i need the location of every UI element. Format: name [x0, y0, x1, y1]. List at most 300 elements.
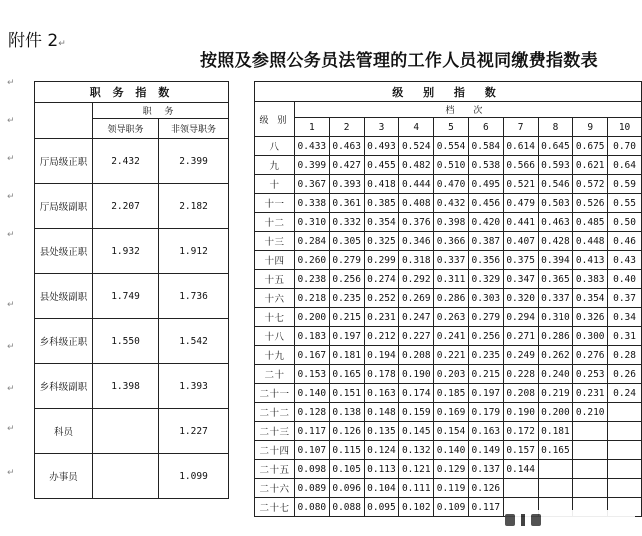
level-index-cell: 0.365 — [538, 270, 573, 289]
paragraph-mark-icon: ↵ — [7, 468, 15, 478]
level-label-cell: 十二 — [255, 213, 295, 232]
level-row — [255, 346, 642, 365]
level-index-cell: 0.197 — [329, 327, 364, 346]
level-index-cell: 0.428 — [538, 232, 573, 251]
rank-cell: 县处级副职 — [35, 274, 93, 319]
level-index-cell: 0.157 — [503, 441, 538, 460]
level-row — [255, 327, 642, 346]
level-index-cell: 0.194 — [364, 346, 399, 365]
col-nonleader-header: 非领导职务 — [159, 119, 229, 139]
level-index-cell: 0.55 — [608, 194, 642, 213]
level-index-cell: 0.149 — [468, 441, 503, 460]
level-index-cell: 0.148 — [364, 403, 399, 422]
level-index-cell — [608, 460, 642, 479]
level-index-cell: 0.448 — [573, 232, 608, 251]
level-index-cell: 0.332 — [329, 213, 364, 232]
level-index-cell: 0.326 — [573, 308, 608, 327]
level-index-cell: 0.493 — [364, 137, 399, 156]
level-index-cell: 0.190 — [399, 365, 434, 384]
watermark-bar-icon — [521, 514, 525, 526]
position-row — [35, 454, 229, 499]
leader-index-cell: 2.432 — [93, 139, 159, 184]
level-index-cell: 0.455 — [364, 156, 399, 175]
level-index-cell: 0.432 — [434, 194, 469, 213]
level-index-cell: 0.269 — [399, 289, 434, 308]
level-label-cell: 九 — [255, 156, 295, 175]
level-index-cell: 0.135 — [364, 422, 399, 441]
level-index-cell: 0.172 — [503, 422, 538, 441]
level-index-cell: 0.263 — [434, 308, 469, 327]
level-row — [255, 441, 642, 460]
level-index-cell: 0.554 — [434, 137, 469, 156]
level-index-cell: 0.294 — [503, 308, 538, 327]
level-row — [255, 194, 642, 213]
level-index-cell: 0.303 — [468, 289, 503, 308]
level-index-cell: 0.089 — [294, 479, 329, 498]
level-row — [255, 289, 642, 308]
level-label-cell: 二十五 — [255, 460, 295, 479]
level-index-cell: 0.104 — [364, 479, 399, 498]
level-index-cell: 0.354 — [573, 289, 608, 308]
level-index-cell: 0.398 — [434, 213, 469, 232]
level-index-cell: 0.420 — [468, 213, 503, 232]
rank-blank-cell — [35, 103, 93, 139]
level-index-cell: 0.376 — [399, 213, 434, 232]
grade-header: 档 次 — [294, 102, 641, 118]
level-index-cell: 0.119 — [434, 479, 469, 498]
level-index-cell: 0.524 — [399, 137, 434, 156]
level-index-cell — [538, 460, 573, 479]
level-row — [255, 308, 642, 327]
level-index-cell: 0.138 — [329, 403, 364, 422]
position-row — [35, 184, 229, 229]
level-index-cell: 0.546 — [538, 175, 573, 194]
position-header-row — [35, 82, 229, 103]
level-index-cell: 0.37 — [608, 289, 642, 308]
position-row — [35, 229, 229, 274]
grade-number-cell: 7 — [503, 118, 538, 137]
level-index-cell: 0.347 — [503, 270, 538, 289]
level-index-cell: 0.169 — [434, 403, 469, 422]
position-subheader-row — [35, 103, 229, 119]
level-index-cell: 0.132 — [399, 441, 434, 460]
level-index-cell: 0.126 — [329, 422, 364, 441]
level-index-cell: 0.407 — [503, 232, 538, 251]
level-index-cell: 0.325 — [364, 232, 399, 251]
position-row — [35, 319, 229, 364]
level-index-cell: 0.621 — [573, 156, 608, 175]
level-index-cell: 0.107 — [294, 441, 329, 460]
level-index-cell: 0.203 — [434, 365, 469, 384]
grade-number-cell: 9 — [573, 118, 608, 137]
level-label-cell: 二十四 — [255, 441, 295, 460]
level-index-cell: 0.163 — [468, 422, 503, 441]
level-index-cell: 0.482 — [399, 156, 434, 175]
level-index-cell: 0.159 — [399, 403, 434, 422]
grade-number-cell: 5 — [434, 118, 469, 137]
level-index-cell: 0.256 — [468, 327, 503, 346]
level-index-cell: 0.521 — [503, 175, 538, 194]
level-index-cell: 0.129 — [434, 460, 469, 479]
level-index-cell: 0.181 — [538, 422, 573, 441]
level-index-cell: 0.356 — [468, 251, 503, 270]
level-index-cell: 0.367 — [294, 175, 329, 194]
level-index-cell: 0.221 — [434, 346, 469, 365]
level-label-cell: 二十二 — [255, 403, 295, 422]
attachment-label: 附件 2↵ — [8, 31, 66, 51]
level-label-cell: 十四 — [255, 251, 295, 270]
level-row — [255, 232, 642, 251]
level-index-cell: 0.197 — [468, 384, 503, 403]
level-index-cell: 0.276 — [573, 346, 608, 365]
level-index-cell: 0.310 — [538, 308, 573, 327]
rank-cell: 厅局级正职 — [35, 139, 93, 184]
level-label-cell: 十六 — [255, 289, 295, 308]
level-index-cell: 0.441 — [503, 213, 538, 232]
level-index-cell: 0.510 — [434, 156, 469, 175]
position-row — [35, 274, 229, 319]
grade-number-cell: 2 — [329, 118, 364, 137]
level-index-cell: 0.154 — [434, 422, 469, 441]
level-index-cell: 0.145 — [399, 422, 434, 441]
level-index-cell: 0.137 — [468, 460, 503, 479]
level-index-cell: 0.181 — [329, 346, 364, 365]
level-index-cell: 0.26 — [608, 365, 642, 384]
grade-number-cell: 8 — [538, 118, 573, 137]
level-index-cell: 0.128 — [294, 403, 329, 422]
level-index-cell: 0.218 — [294, 289, 329, 308]
level-index-cell: 0.208 — [399, 346, 434, 365]
level-row — [255, 251, 642, 270]
position-row — [35, 409, 229, 454]
level-index-cell: 0.215 — [329, 308, 364, 327]
level-index-cell: 0.470 — [434, 175, 469, 194]
position-header: 职 务 指 数 — [35, 82, 229, 103]
level-index-cell: 0.088 — [329, 498, 364, 517]
level-label-cell: 二十六 — [255, 479, 295, 498]
level-index-cell: 0.346 — [399, 232, 434, 251]
document-title: 按照及参照公务员法管理的工作人员视同缴费指数表 — [200, 51, 598, 71]
leader-index-cell — [93, 409, 159, 454]
level-row — [255, 156, 642, 175]
level-index-cell: 0.098 — [294, 460, 329, 479]
level-row — [255, 479, 642, 498]
level-index-cell: 0.43 — [608, 251, 642, 270]
level-row — [255, 460, 642, 479]
level-index-cell: 0.399 — [294, 156, 329, 175]
nonleader-index-cell: 1.912 — [159, 229, 229, 274]
level-label-cell: 二十一 — [255, 384, 295, 403]
level-label-cell: 二十三 — [255, 422, 295, 441]
level-index-cell — [608, 479, 642, 498]
level-index-cell: 0.463 — [538, 213, 573, 232]
level-index-cell: 0.185 — [434, 384, 469, 403]
level-index-cell: 0.318 — [399, 251, 434, 270]
level-index-cell: 0.178 — [364, 365, 399, 384]
level-index-cell: 0.338 — [294, 194, 329, 213]
level-index-cell: 0.495 — [468, 175, 503, 194]
level-index-cell: 0.28 — [608, 346, 642, 365]
level-index-cell: 0.212 — [364, 327, 399, 346]
level-row — [255, 213, 642, 232]
nonleader-index-cell: 1.227 — [159, 409, 229, 454]
grade-number-cell: 1 — [294, 118, 329, 137]
level-index-cell: 0.095 — [364, 498, 399, 517]
level-index-cell: 0.485 — [573, 213, 608, 232]
paragraph-mark-icon: ↵ — [7, 154, 15, 164]
level-index-cell: 0.163 — [364, 384, 399, 403]
level-index-cell: 0.279 — [329, 251, 364, 270]
paragraph-mark-icon: ↵ — [7, 384, 15, 394]
grade-header-row — [255, 102, 642, 118]
level-header: 级 别 指 数 — [255, 82, 642, 102]
level-index-cell: 0.144 — [503, 460, 538, 479]
level-label-cell: 八 — [255, 137, 295, 156]
level-index-cell: 0.231 — [364, 308, 399, 327]
level-index-cell: 0.126 — [468, 479, 503, 498]
return-mark-icon: ↵ — [58, 39, 66, 49]
level-index-cell: 0.375 — [503, 251, 538, 270]
col-leader-header: 领导职务 — [93, 119, 159, 139]
level-index-cell: 0.113 — [364, 460, 399, 479]
level-index-cell: 0.256 — [329, 270, 364, 289]
level-index-cell: 0.572 — [573, 175, 608, 194]
level-row — [255, 270, 642, 289]
level-index-cell: 0.167 — [294, 346, 329, 365]
level-index-cell: 0.165 — [538, 441, 573, 460]
leader-index-cell: 1.550 — [93, 319, 159, 364]
level-index-cell: 0.46 — [608, 232, 642, 251]
level-index-cell: 0.115 — [329, 441, 364, 460]
level-index-cell: 0.479 — [503, 194, 538, 213]
rank-cell: 办事员 — [35, 454, 93, 499]
level-index-cell: 0.427 — [329, 156, 364, 175]
level-index-cell: 0.165 — [329, 365, 364, 384]
level-index-cell: 0.249 — [503, 346, 538, 365]
level-label-cell: 二十 — [255, 365, 295, 384]
level-index-cell: 0.310 — [294, 213, 329, 232]
watermark — [505, 510, 635, 530]
grade-number-cell: 3 — [364, 118, 399, 137]
level-index-cell: 0.241 — [434, 327, 469, 346]
level-index-cell: 0.286 — [434, 289, 469, 308]
rank-cell: 科员 — [35, 409, 93, 454]
leader-index-cell: 1.749 — [93, 274, 159, 319]
level-row — [255, 175, 642, 194]
level-label-cell: 十七 — [255, 308, 295, 327]
level-index-cell: 0.140 — [434, 441, 469, 460]
level-index-cell: 0.24 — [608, 384, 642, 403]
nonleader-index-cell: 2.399 — [159, 139, 229, 184]
level-index-cell: 0.284 — [294, 232, 329, 251]
leader-index-cell — [93, 454, 159, 499]
level-index-cell: 0.64 — [608, 156, 642, 175]
level-index-cell: 0.174 — [399, 384, 434, 403]
paragraph-mark-icon: ↵ — [7, 116, 15, 126]
level-index-cell: 0.645 — [538, 137, 573, 156]
level-index-cell: 0.286 — [538, 327, 573, 346]
level-index-cell: 0.354 — [364, 213, 399, 232]
position-row — [35, 139, 229, 184]
level-header-row — [255, 82, 642, 102]
level-index-cell: 0.183 — [294, 327, 329, 346]
level-label-cell: 十一 — [255, 194, 295, 213]
level-index-cell: 0.50 — [608, 213, 642, 232]
level-index-cell — [608, 422, 642, 441]
level-index-cell: 0.219 — [538, 384, 573, 403]
level-row — [255, 422, 642, 441]
level-row — [255, 137, 642, 156]
level-index-cell: 0.614 — [503, 137, 538, 156]
level-index-cell: 0.111 — [399, 479, 434, 498]
level-index-cell: 0.151 — [329, 384, 364, 403]
level-index-cell: 0.305 — [329, 232, 364, 251]
level-index-cell: 0.444 — [399, 175, 434, 194]
level-index-cell: 0.593 — [538, 156, 573, 175]
level-index-cell: 0.105 — [329, 460, 364, 479]
level-label-cell: 二十七 — [255, 498, 295, 517]
level-index-cell: 0.675 — [573, 137, 608, 156]
grade-number-cell: 10 — [608, 118, 642, 137]
paragraph-mark-icon: ↵ — [7, 230, 15, 240]
position-row — [35, 364, 229, 409]
level-row — [255, 384, 642, 403]
level-index-cell: 0.413 — [573, 251, 608, 270]
level-index-cell: 0.200 — [538, 403, 573, 422]
level-index-cell: 0.337 — [538, 289, 573, 308]
level-index-cell: 0.240 — [538, 365, 573, 384]
level-index-cell — [538, 479, 573, 498]
paragraph-mark-icon: ↵ — [7, 192, 15, 202]
level-index-cell: 0.385 — [364, 194, 399, 213]
level-index-cell: 0.418 — [364, 175, 399, 194]
rank-cell: 乡科级正职 — [35, 319, 93, 364]
level-index-cell: 0.200 — [294, 308, 329, 327]
level-index-cell: 0.140 — [294, 384, 329, 403]
level-index-cell: 0.124 — [364, 441, 399, 460]
paragraph-mark-icon: ↵ — [7, 342, 15, 352]
grade-numbers-row — [255, 118, 642, 137]
level-index-cell: 0.433 — [294, 137, 329, 156]
level-index-cell: 0.584 — [468, 137, 503, 156]
level-label-cell: 十九 — [255, 346, 295, 365]
level-index-cell: 0.190 — [503, 403, 538, 422]
level-index-cell: 0.080 — [294, 498, 329, 517]
level-index-table — [254, 81, 642, 517]
level-index-cell — [573, 479, 608, 498]
level-index-cell: 0.366 — [434, 232, 469, 251]
level-index-cell: 0.279 — [468, 308, 503, 327]
level-index-cell: 0.393 — [329, 175, 364, 194]
level-index-cell: 0.70 — [608, 137, 642, 156]
level-label-cell: 十三 — [255, 232, 295, 251]
grade-number-cell: 4 — [399, 118, 434, 137]
level-index-cell: 0.117 — [294, 422, 329, 441]
level-label-cell: 十八 — [255, 327, 295, 346]
level-label-cell: 十 — [255, 175, 295, 194]
level-index-cell: 0.228 — [503, 365, 538, 384]
level-index-cell: 0.538 — [468, 156, 503, 175]
level-index-cell: 0.34 — [608, 308, 642, 327]
level-corner-label: 级 别 — [255, 102, 295, 137]
nonleader-index-cell: 1.099 — [159, 454, 229, 499]
level-index-cell: 0.096 — [329, 479, 364, 498]
position-subheader: 职 务 — [93, 103, 229, 119]
level-index-cell: 0.59 — [608, 175, 642, 194]
level-index-cell: 0.231 — [573, 384, 608, 403]
level-index-cell: 0.566 — [503, 156, 538, 175]
level-index-cell: 0.227 — [399, 327, 434, 346]
level-index-cell: 0.408 — [399, 194, 434, 213]
level-index-cell — [608, 441, 642, 460]
level-index-cell: 0.153 — [294, 365, 329, 384]
level-index-cell: 0.271 — [503, 327, 538, 346]
leader-index-cell: 1.932 — [93, 229, 159, 274]
level-index-cell: 0.300 — [573, 327, 608, 346]
grade-number-cell: 6 — [468, 118, 503, 137]
level-index-cell: 0.262 — [538, 346, 573, 365]
nonleader-index-cell: 1.736 — [159, 274, 229, 319]
level-index-cell: 0.235 — [329, 289, 364, 308]
level-index-cell: 0.260 — [294, 251, 329, 270]
level-index-cell: 0.102 — [399, 498, 434, 517]
level-index-cell — [503, 479, 538, 498]
level-index-cell: 0.238 — [294, 270, 329, 289]
level-index-cell: 0.235 — [468, 346, 503, 365]
rank-cell: 乡科级副职 — [35, 364, 93, 409]
nonleader-index-cell: 2.182 — [159, 184, 229, 229]
level-index-cell: 0.394 — [538, 251, 573, 270]
leader-index-cell: 1.398 — [93, 364, 159, 409]
level-index-cell: 0.253 — [573, 365, 608, 384]
level-index-cell: 0.117 — [468, 498, 503, 517]
paragraph-mark-icon: ↵ — [7, 78, 15, 88]
level-index-cell: 0.361 — [329, 194, 364, 213]
level-label-cell: 十五 — [255, 270, 295, 289]
level-index-cell — [573, 460, 608, 479]
rank-cell: 县处级正职 — [35, 229, 93, 274]
paragraph-mark-icon: ↵ — [7, 300, 15, 310]
level-index-cell — [573, 441, 608, 460]
level-index-cell: 0.109 — [434, 498, 469, 517]
level-index-cell: 0.247 — [399, 308, 434, 327]
level-index-cell: 0.292 — [399, 270, 434, 289]
level-index-cell: 0.387 — [468, 232, 503, 251]
level-row — [255, 365, 642, 384]
level-index-cell: 0.252 — [364, 289, 399, 308]
nonleader-index-cell: 1.542 — [159, 319, 229, 364]
level-index-cell: 0.40 — [608, 270, 642, 289]
level-index-cell: 0.463 — [329, 137, 364, 156]
level-index-cell: 0.503 — [538, 194, 573, 213]
level-index-cell: 0.299 — [364, 251, 399, 270]
level-index-cell: 0.215 — [468, 365, 503, 384]
leader-index-cell: 2.207 — [93, 184, 159, 229]
watermark-logo-icon — [505, 514, 515, 526]
level-index-cell: 0.121 — [399, 460, 434, 479]
level-index-cell: 0.329 — [468, 270, 503, 289]
level-index-cell: 0.383 — [573, 270, 608, 289]
level-index-cell: 0.320 — [503, 289, 538, 308]
rank-cell: 厅局级副职 — [35, 184, 93, 229]
level-row — [255, 403, 642, 422]
level-index-cell — [573, 422, 608, 441]
level-index-cell: 0.179 — [468, 403, 503, 422]
level-index-cell: 0.208 — [503, 384, 538, 403]
position-index-table — [34, 81, 229, 499]
level-index-cell: 0.31 — [608, 327, 642, 346]
level-index-cell: 0.311 — [434, 270, 469, 289]
